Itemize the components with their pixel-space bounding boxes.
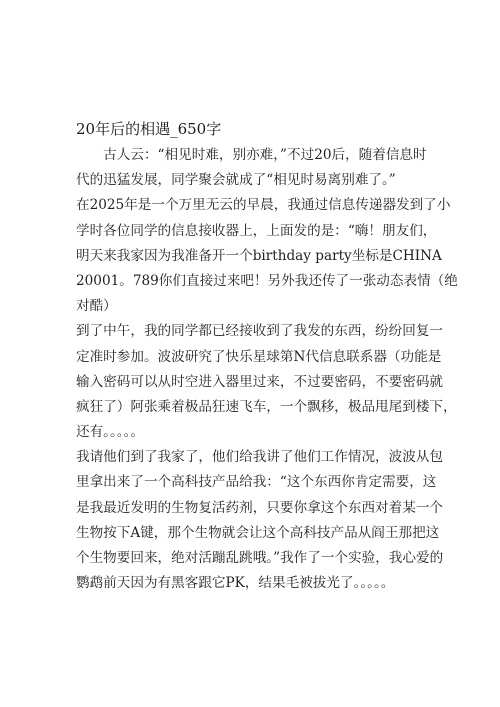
text-line: 还有。。。。。 <box>76 424 144 441</box>
text-line: 古人云：“相见时难，别亦难，”不过20后，随着信息时 <box>76 147 427 163</box>
text-line: 在2025年是一个万里无云的早晨，我通过信息传递器发到了小 <box>76 197 451 214</box>
text-line: 明天来我家因为我准备开一个birthday party坐标是CHINA <box>76 247 442 264</box>
text-line: 是我最近发明的生物复活药剂，只要你拿这个东西对着某一个 <box>76 499 444 516</box>
text-line: 对酷） <box>76 298 117 315</box>
document-body <box>76 143 458 596</box>
text-line: 代的迅猛发展，同学聚会就成了“相见时易离别难了。” <box>76 172 396 189</box>
text-line: 输入密码可以从时空进入器里过来，不过要密码，不要密码就 <box>76 373 444 390</box>
text-line: 个生物要回来，绝对活蹦乱跳哦。”我作了一个实验，我心爱的 <box>76 550 444 566</box>
document-title: 20年后的相遇_650字 <box>76 120 222 138</box>
text-line: 学时各位同学的信息接收器上，上面发的是：“嗨！朋友们， <box>76 222 437 239</box>
text-line: 我请他们到了我家了，他们给我讲了他们工作情况，波波从包 <box>76 449 444 466</box>
text-line: 20001。789你们直接过来吧！另外我还传了一张动态表情（绝 <box>76 272 458 289</box>
text-line: 定准时参加。波波研究了快乐星球第N代信息联系器（功能是 <box>76 348 442 365</box>
text-line: 到了中午，我的同学都已经接收到了我发的东西，纷纷回复一 <box>76 323 444 340</box>
text-line: 生物按下A键，那个生物就会让这个高科技产品从阎王那把这 <box>76 524 440 541</box>
text-line: 鹦鹉前天因为有黑客跟它PK，结果毛被拔光了。。。。。 <box>76 575 395 592</box>
text-line: 里拿出来了一个高科技产品给我：“这个东西你肯定需要，这 <box>76 474 437 491</box>
text-line: 疯狂了）阿张乘着极品狂速飞车，一个飘移，极品甩尾到楼下， <box>76 398 457 415</box>
